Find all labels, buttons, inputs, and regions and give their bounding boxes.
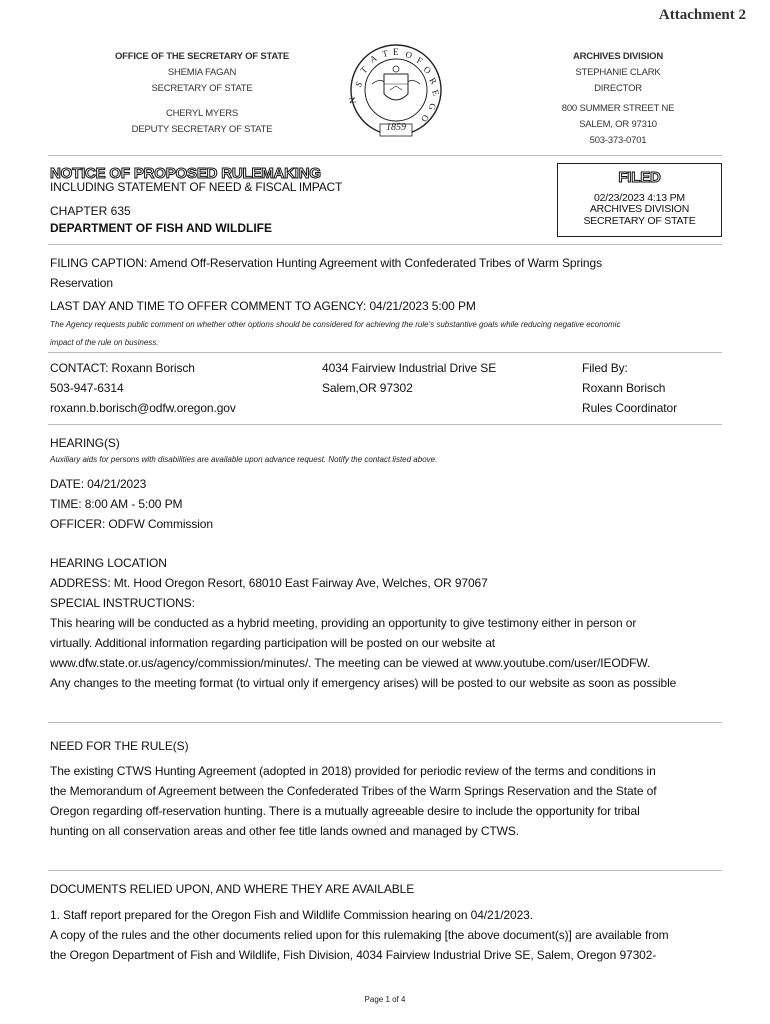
hearing-officer: OFFICER: ODFW Commission	[50, 517, 213, 531]
filed-division: ARCHIVES DIVISION	[589, 203, 690, 215]
filed-label: FILED	[618, 169, 661, 186]
need-line: hunting on all conservation areas and other fee title lands owned and managed by CTWS.	[50, 824, 520, 838]
filed-office: SECRETARY OF STATE	[583, 214, 696, 227]
documents-line: 1. Staff report prepared for the Oregon Fish and Wildlife Commission hearing on 04/21/2023.	[50, 908, 533, 922]
svg-text:F: F	[415, 54, 425, 67]
filed-by-label: Filed By:	[582, 361, 628, 375]
svg-text:N: N	[346, 96, 358, 105]
archives-street: 800 SUMMER STREET NE	[561, 103, 675, 114]
need-body	[50, 761, 656, 841]
chapter-number: CHAPTER 635	[50, 204, 131, 218]
filing-caption	[50, 253, 602, 293]
attachment-label: Attachment 2	[658, 7, 746, 23]
department-name: DEPARTMENT OF FISH AND WILDLIFE	[50, 221, 272, 235]
instructions-line: virtually. Additional information regarding participation will be posted on our website at	[50, 636, 496, 650]
contact-city: Salem,OR 97302	[322, 381, 413, 395]
svg-text:T: T	[381, 48, 389, 59]
need-line: Oregon regarding off-reservation hunting. There is a mutually agreeable desire to include the opportunity for tribal	[50, 804, 640, 818]
svg-text:G: G	[426, 102, 438, 111]
instructions-line: www.dfw.state.or.us/agency/commission/minutes/. The meeting can be viewed at www.youtube.com/user/IEODFW.	[50, 656, 651, 670]
hearing-details	[50, 474, 213, 534]
contact-block	[50, 358, 236, 418]
page-number: Page 1 of 4	[364, 995, 406, 1004]
public-comment-note	[50, 316, 730, 352]
need-heading: NEED FOR THE RULE(S)	[50, 739, 189, 753]
director-name: STEPHANIE CLARK	[575, 67, 661, 78]
svg-text:E: E	[393, 47, 399, 57]
filed-datetime: 02/23/2023 4:13 PM	[594, 191, 685, 204]
hearing-location	[50, 553, 676, 693]
svg-text:O: O	[419, 113, 431, 124]
svg-text:O: O	[421, 64, 434, 76]
instructions-line: This hearing will be conducted as a hybrid meeting, providing an opportunity to give testimony either in person or	[50, 616, 637, 630]
archives-phone: 503-373-0701	[589, 135, 647, 146]
documents-body	[50, 905, 669, 965]
documents-heading: DOCUMENTS RELIED UPON, AND WHERE THEY ARE AVAILABLE	[50, 882, 415, 896]
office-name: OFFICE OF THE SECRETARY OF STATE	[114, 51, 290, 62]
deputy-title: DEPUTY SECRETARY OF STATE	[131, 124, 273, 135]
comment-deadline: LAST DAY AND TIME TO OFFER COMMENT TO AGENCY: 04/21/2023 5:00 PM	[50, 299, 476, 313]
header-right	[538, 49, 698, 149]
contact-address	[322, 358, 496, 398]
public-comment-line: The Agency requests public comment on whether other options should be considered for achieving the rule's substantive goals while reducing negative economic	[50, 320, 621, 329]
notice-subtitle: INCLUDING STATEMENT OF NEED & FISCAL IMPACT	[50, 180, 343, 194]
svg-text:R: R	[427, 75, 439, 87]
filing-caption-line: Reservation	[50, 276, 113, 290]
deputy-name: CHERYL MYERS	[165, 108, 239, 119]
svg-text:O: O	[404, 49, 414, 61]
svg-text:T: T	[358, 64, 370, 76]
hearing-location-heading: HEARING LOCATION	[50, 556, 167, 570]
filing-caption-line: FILING CAPTION: Amend Off-Reservation Hunting Agreement with Confederated Tribes of Warm Springs	[50, 256, 602, 270]
division-name: ARCHIVES DIVISION	[572, 51, 664, 62]
secretary-title: SECRETARY OF STATE	[151, 83, 253, 94]
public-comment-line: impact of the rule on business.	[50, 338, 159, 347]
header-left	[110, 49, 294, 138]
auxiliary-aids-note: Auxiliary aids for persons with disabilities are available upon advance request. Notify the contact listed above.	[50, 455, 438, 464]
filed-by-title: Rules Coordinator	[582, 401, 678, 415]
filed-stamp	[557, 163, 722, 237]
filed-by-name: Roxann Borisch	[582, 381, 666, 395]
hearing-address: ADDRESS: Mt. Hood Oregon Resort, 68010 East Fairway Ave, Welches, OR 97067	[50, 576, 488, 590]
archives-city: SALEM, OR 97310	[579, 119, 657, 130]
need-line: The existing CTWS Hunting Agreement (adopted in 2018) provided for periodic review of the terms and conditions in	[50, 764, 656, 778]
director-title: DIRECTOR	[594, 83, 642, 94]
contact-street: 4034 Fairview Industrial Drive SE	[322, 361, 497, 375]
instructions-line: Any changes to the meeting format (to virtual only if emergency arises) will be posted to our website as soon as possible	[50, 676, 677, 690]
filed-by-block	[582, 358, 677, 418]
svg-text:A: A	[368, 52, 379, 65]
svg-text:S: S	[353, 79, 365, 89]
documents-line: the Oregon Department of Fish and Wildlife, Fish Division, 4034 Fairview Industrial Drive SE, Salem, Oregon 97302-	[50, 948, 657, 962]
svg-text:E: E	[430, 88, 442, 97]
special-instructions-label: SPECIAL INSTRUCTIONS:	[50, 596, 195, 610]
documents-line: A copy of the rules and the other documents relied upon for this rulemaking [the above document(s)] are available from	[50, 928, 669, 942]
contact-phone: 503-947-6314	[50, 381, 124, 395]
hearing-date: DATE: 04/21/2023	[50, 477, 147, 491]
hearings-heading: HEARING(S)	[50, 436, 120, 450]
secretary-name: SHEMIA FAGAN	[167, 67, 237, 78]
hearing-time: TIME: 8:00 AM - 5:00 PM	[50, 497, 183, 511]
contact-email[interactable]: roxann.b.borisch@odfw.oregon.gov	[50, 401, 236, 415]
notice-title: NOTICE OF PROPOSED RULEMAKING	[50, 165, 321, 182]
seal-year: 1859	[386, 122, 406, 133]
need-line: the Memorandum of Agreement between the Confederated Tribes of the Warm Springs Reservation and the State of	[50, 784, 657, 798]
contact-name: CONTACT: Roxann Borisch	[50, 361, 195, 375]
